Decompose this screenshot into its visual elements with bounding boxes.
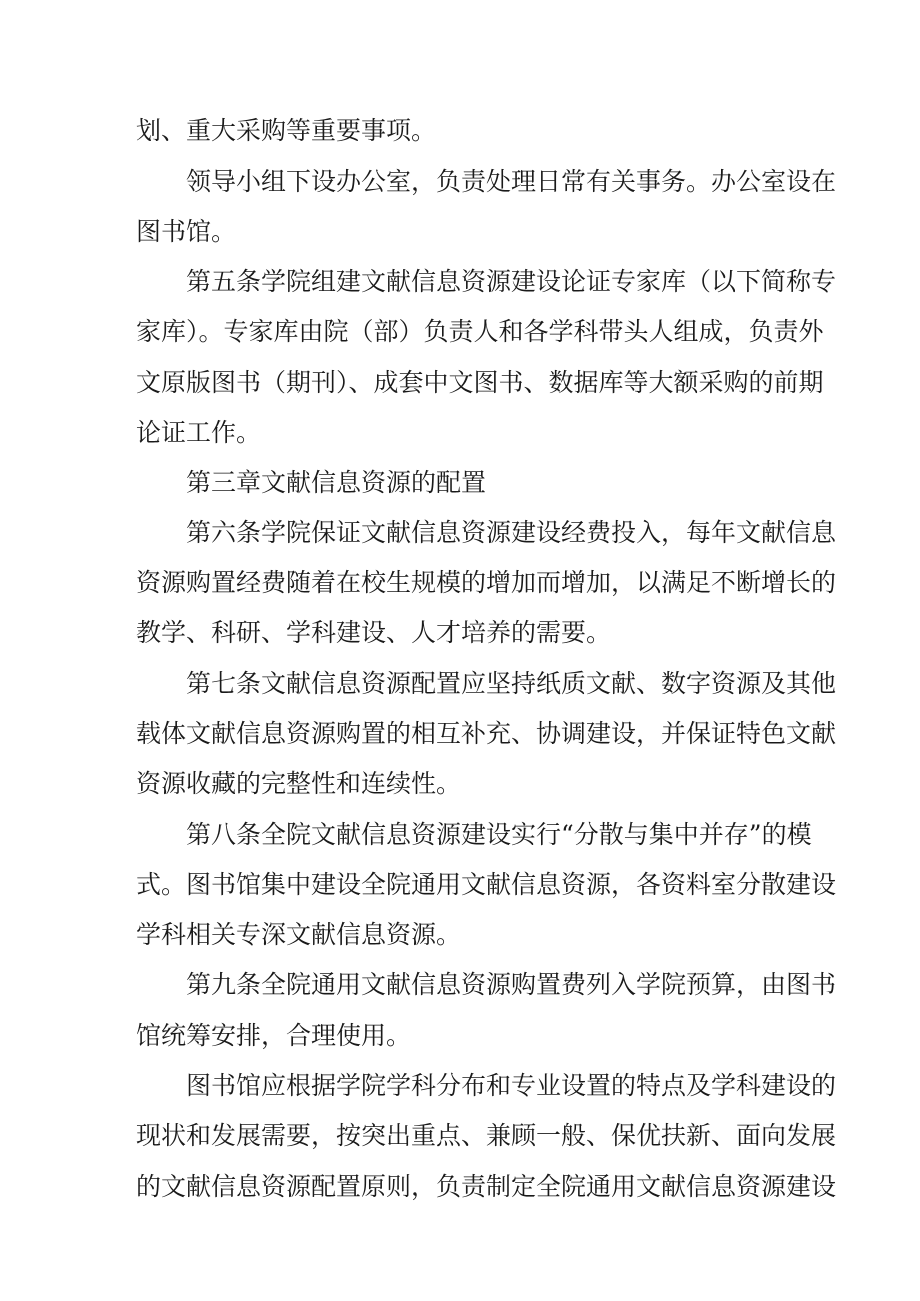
text-line: 式。图书馆集中建设全院通用文献信息资源，各资料室分散建设 (136, 870, 837, 899)
text-line: 第五条学院组建文献信息资源建设论证专家库（以下简称专 (186, 267, 837, 296)
text-line: 教学、科研、学科建设、人才培养的需要。 (136, 618, 612, 647)
text-line: 划、重大采购等重要事项。 (136, 116, 437, 145)
text-line: 第九条全院通用文献信息资源购置费列入学院预算，由图书 (186, 970, 837, 999)
text-line: 第七条文献信息资源配置应坚持纸质文献、数字资源及其他 (186, 669, 837, 698)
text-line: 的文献信息资源配置原则，负责制定全院通用文献信息资源建设 (136, 1172, 837, 1201)
text-line: 图书馆应根据学院学科分布和专业设置的特点及学科建设的 (186, 1071, 837, 1100)
text-line: 资源收藏的完整性和连续性。 (136, 769, 462, 798)
text-line: 馆统筹安排，合理使用。 (136, 1021, 412, 1050)
chapter-heading: 第三章文献信息资源的配置 (186, 468, 487, 497)
text-line: 论证工作。 (136, 418, 262, 447)
text-line: 资源购置经费随着在校生规模的增加而增加，以满足不断增长的 (136, 568, 837, 597)
text-line: 文原版图书（期刊）、成套中文图书、数据库等大额采购的前期 (136, 368, 824, 397)
text-line: 现状和发展需要，按突出重点、兼顾一般、保优扶新、面向发展 (136, 1121, 837, 1150)
text-line: 第六条学院保证文献信息资源建设经费投入，每年文献信息 (186, 518, 837, 547)
text-line: 学科相关专深文献信息资源。 (136, 920, 462, 949)
text-line: 领导小组下设办公室，负责处理日常有关事务。办公室设在 (186, 167, 837, 196)
text-line: 第八条全院文献信息资源建设实行“分散与集中并存”的模 (186, 820, 812, 849)
text-line: 载体文献信息资源购置的相互补充、协调建设，并保证特色文献 (136, 719, 837, 748)
text-line: 家库）。专家库由院（部）负责人和各学科带头人组成，负责外 (136, 317, 824, 346)
text-line: 图书馆。 (136, 217, 237, 246)
